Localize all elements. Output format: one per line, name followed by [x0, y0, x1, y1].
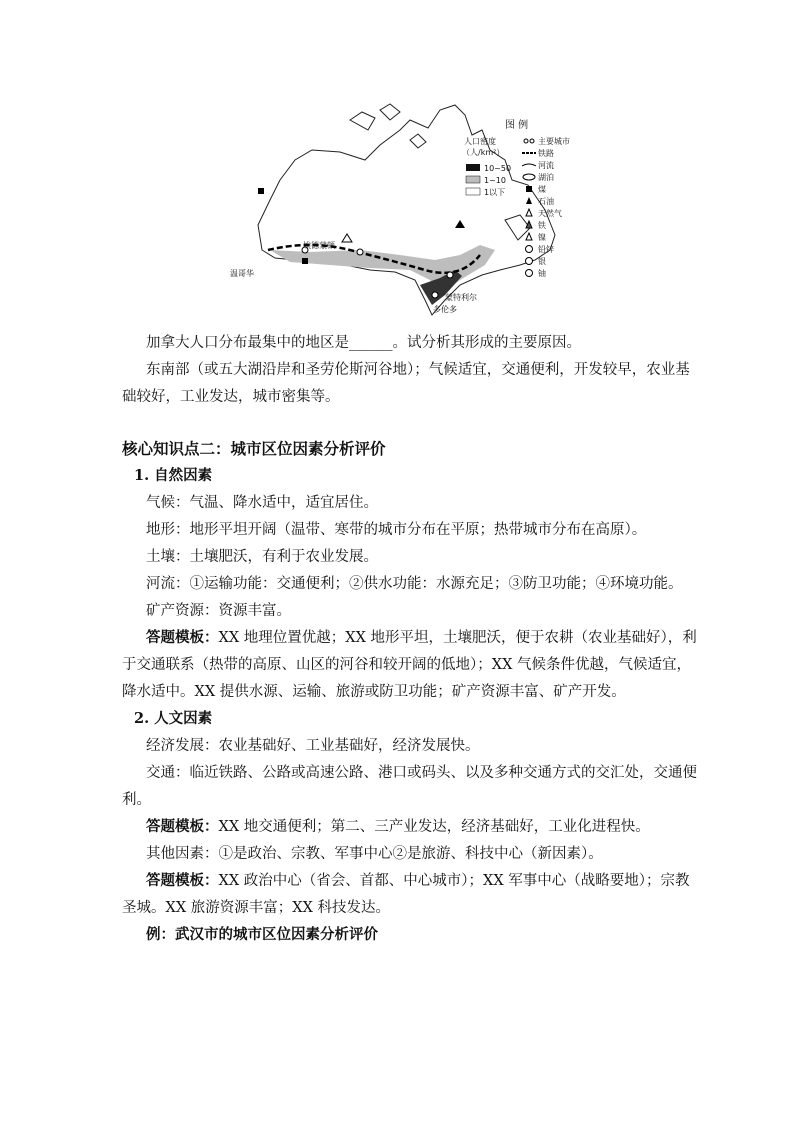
template-text: 圣城。XX 旅游资源丰富；XX 科技发达。 — [122, 900, 391, 916]
template-label: 答题模板： — [146, 629, 219, 646]
factor-climate: 气候：气温、降水适中，适宜居住。 — [146, 495, 378, 511]
template-text: 于交通联系（热带的高原、山区的河谷和较开阔的低地）；XX 气候条件优越，气候适宜， — [122, 657, 692, 673]
factor-river: 河流：①运输功能：交通便利；②供水功能：水源充足；③防卫功能；④环境功能。 — [146, 576, 683, 592]
answer-template — [146, 629, 697, 647]
factor-mineral: 矿产资源：资源丰富。 — [146, 603, 291, 619]
template-text: XX 地理位置优越；XX 地形平坦，土壤肥沃，便于农耕（农业基础好），利 — [218, 630, 697, 646]
question-text: 加拿大人口分布最集中的地区是______。试分析其形成的主要原因。 — [146, 335, 581, 351]
legend-density-level: 1~10 — [484, 176, 506, 185]
legend-symbol: 银 — [538, 257, 546, 266]
map-city-label: 埃德蒙顿 — [303, 241, 335, 250]
legend-symbol: 煤 — [538, 185, 546, 194]
legend-symbol: 铁 — [538, 221, 546, 230]
city-marker — [357, 249, 363, 255]
template-label: 答题模板： — [146, 872, 219, 889]
legend-symbol: 石油 — [538, 197, 554, 206]
subsection-heading: 1. 自然因素 — [134, 467, 213, 484]
legend-symbol: 河流 — [538, 161, 554, 170]
legend-symbol: 铅锌 — [538, 245, 554, 254]
answer-line: 东南部（或五大湖沿岸和圣劳伦斯河谷地）；气候适宜，交通便利，开发较早，农业基 — [146, 362, 690, 378]
legend-symbol: 铁路 — [538, 149, 554, 158]
example-heading: 例：武汉市的城市区位因素分析评价 — [146, 926, 378, 943]
map-city-label: 蒙特利尔 — [445, 293, 477, 302]
canada-map-figure — [230, 100, 610, 325]
city-marker — [432, 292, 438, 298]
factor-transport: 交通：临近铁路、公路或高速公路、港口或码头、以及多种交通方式的交汇处，交通便 — [146, 765, 697, 781]
factor-soil: 土壤：土壤肥沃，有利于农业发展。 — [146, 549, 378, 565]
legend-density-title: 人口密度 — [464, 137, 496, 146]
factor-economy: 经济发展：农业基础好、工业基础好，经济发展快。 — [146, 738, 480, 754]
legend-symbol: 天然气 — [538, 209, 562, 218]
legend-symbol: 镍 — [538, 233, 546, 242]
factor-terrain: 地形：地形平坦开阔（温带、寒带的城市分布在平原；热带城市分布在高原）。 — [146, 522, 647, 538]
answer-template — [146, 818, 650, 836]
coal-symbol — [258, 188, 264, 194]
template-text: XX 政治中心（省会、首都、中心城市）；XX 军事中心（战略要地）；宗教 — [218, 873, 690, 889]
template-label: 答题模板： — [146, 818, 219, 835]
factor-transport: 利。 — [122, 792, 151, 808]
answer-template — [146, 872, 690, 890]
legend-density-level: 10~50 — [484, 164, 512, 173]
section-title: 核心知识点二：城市区位因素分析评价 — [122, 439, 386, 458]
template-text: XX 地交通便利；第二、三产业发达，经济基础好，工业化进程快。 — [218, 819, 650, 835]
factor-other: 其他因素：①是政治、宗教、军事中心②是旅游、科技中心（新因素）。 — [146, 846, 603, 862]
city-marker — [447, 272, 453, 278]
map-city-label: 温哥华 — [230, 269, 254, 278]
legend-symbol: 主要城市 — [538, 137, 570, 146]
canada-outline — [258, 104, 555, 315]
legend-title: 图 例 — [505, 120, 529, 131]
coal-symbol — [302, 258, 308, 264]
template-text: 降水适中。XX 提供水源、运输、旅游或防卫功能；矿产资源丰富、矿产开发。 — [122, 684, 626, 700]
legend-symbol: 铀 — [538, 269, 546, 278]
subsection-heading: 2. 人文因素 — [134, 710, 213, 727]
legend-density-unit: （人/km²） — [462, 148, 505, 157]
answer-line: 础较好，工业发达，城市密集等。 — [122, 389, 340, 405]
map-city-label: 多伦多 — [433, 305, 457, 314]
legend-density-level: 1以下 — [484, 188, 506, 197]
legend-symbol: 湖泊 — [538, 173, 554, 182]
